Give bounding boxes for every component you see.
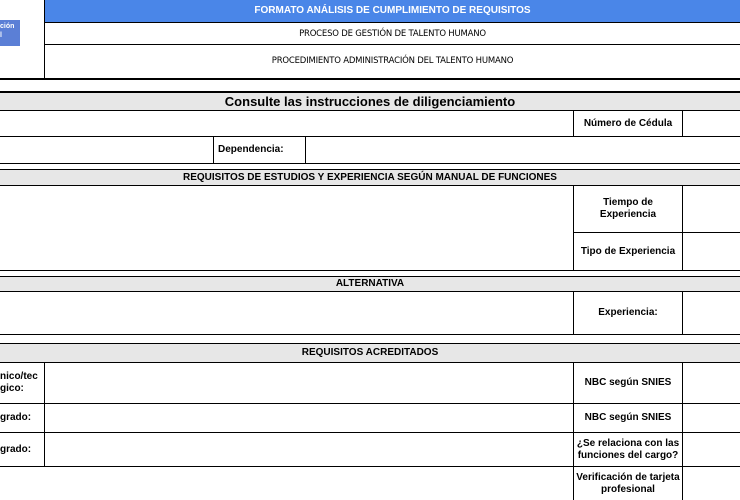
- procedure-name: PROCEDIMIENTO ADMINISTRACIÓN DEL TALENTO HUMANO: [271, 56, 514, 66]
- format-title: FORMATO ANÁLISIS DE CUMPLIMIENTO DE REQUISITOS: [45, 0, 740, 22]
- acreditado-row-4-input[interactable]: [0, 467, 573, 500]
- divider: [682, 292, 683, 334]
- divider: [0, 334, 740, 335]
- cedula-label: Número de Cédula: [583, 117, 673, 129]
- divider: [682, 186, 683, 270]
- logo-area: [0, 0, 44, 80]
- acreditado-row-4-right-label: Verificación de tarjeta profesional: [576, 471, 680, 495]
- requisitos-text-area[interactable]: [0, 186, 573, 270]
- dependencia-label: Dependencia:: [218, 144, 284, 155]
- acreditado-row-1-left-label: nico/tec gico:: [0, 371, 38, 394]
- acreditado-row-1-input[interactable]: [45, 363, 573, 403]
- acreditado-row-2-right-label: NBC según SNIES: [584, 412, 672, 423]
- dependencia-input[interactable]: [306, 137, 740, 163]
- process-name: PROCESO DE GESTIÓN DE TALENTO HUMANO: [299, 28, 486, 39]
- acreditado-row-3-input[interactable]: [45, 433, 573, 466]
- section-requisitos-acreditados: REQUISITOS ACREDITADOS: [0, 344, 740, 362]
- cedula-input[interactable]: [683, 111, 740, 136]
- acreditado-row-1-right-label: NBC según SNIES: [584, 377, 672, 388]
- divider: [0, 78, 740, 80]
- section-alternativa: ALTERNATIVA: [0, 277, 740, 291]
- acreditado-row-2-input[interactable]: [45, 404, 573, 432]
- divider: [0, 163, 740, 164]
- divider: [0, 270, 740, 271]
- divider: [213, 137, 214, 163]
- section-requisitos-manual: REQUISITOS DE ESTUDIOS Y EXPERIENCIA SEGÚN MANUAL DE FUNCIONES: [0, 170, 740, 185]
- tipo-experiencia-label: Tipo de Experiencia: [580, 245, 676, 257]
- acreditado-row-3-left-label: grado:: [0, 443, 32, 455]
- logo-text: ción l: [0, 23, 15, 39]
- alternativa-text-area[interactable]: [0, 292, 573, 334]
- instructions-link[interactable]: Consulte las instrucciones de diligenciamiento: [0, 93, 740, 110]
- experiencia-label: Experiencia:: [598, 307, 658, 318]
- acreditado-row-2-left-label: grado:: [0, 412, 32, 423]
- tiempo-experiencia-label: Tiempo de Experiencia: [599, 197, 657, 220]
- acreditado-row-3-right-label: ¿Se relaciona con las funciones del cargo?: [576, 437, 680, 461]
